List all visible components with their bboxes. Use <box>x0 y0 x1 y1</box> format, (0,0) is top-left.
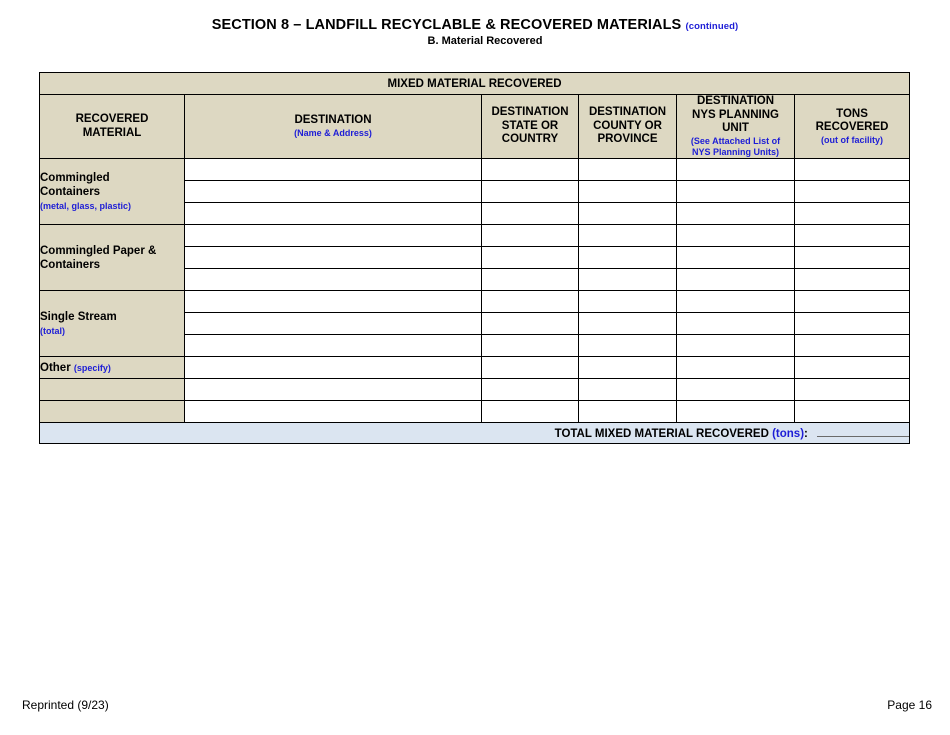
planning-unit-input[interactable] <box>677 313 795 335</box>
state-input[interactable] <box>482 247 579 269</box>
continued-label: (continued) <box>685 21 739 32</box>
county-input[interactable] <box>579 313 677 335</box>
total-label: TOTAL MIXED MATERIAL RECOVERED <box>554 428 769 440</box>
tons-input[interactable] <box>795 357 910 379</box>
page-number: Page 16 <box>887 698 932 712</box>
table-banner: MIXED MATERIAL RECOVERED <box>40 73 910 95</box>
destination-input[interactable] <box>185 291 482 313</box>
col-header-state: DESTINATION STATE OR COUNTRY <box>482 95 579 159</box>
destination-input[interactable] <box>185 357 482 379</box>
table-row <box>40 291 910 313</box>
tons-input[interactable] <box>795 335 910 357</box>
material-other-specify-input[interactable] <box>40 379 185 401</box>
destination-input[interactable] <box>185 269 482 291</box>
material-single-stream: Single Stream (total) <box>40 291 185 357</box>
state-input[interactable] <box>482 181 579 203</box>
planning-unit-input[interactable] <box>677 225 795 247</box>
destination-input[interactable] <box>185 313 482 335</box>
destination-input[interactable] <box>185 181 482 203</box>
tons-input[interactable] <box>795 313 910 335</box>
state-input[interactable] <box>482 313 579 335</box>
section-title <box>0 17 950 33</box>
planning-unit-input[interactable] <box>677 269 795 291</box>
table-row <box>40 357 910 379</box>
destination-input[interactable] <box>185 203 482 225</box>
planning-unit-input[interactable] <box>677 247 795 269</box>
county-input[interactable] <box>579 181 677 203</box>
destination-input[interactable] <box>185 335 482 357</box>
material-commingled-containers: Commingled Containers (metal, glass, plastic) <box>40 159 185 225</box>
state-input[interactable] <box>482 379 579 401</box>
state-input[interactable] <box>482 203 579 225</box>
section-subtitle: B. Material Recovered <box>427 35 543 47</box>
tons-input[interactable] <box>795 159 910 181</box>
county-input[interactable] <box>579 269 677 291</box>
county-input[interactable] <box>579 379 677 401</box>
planning-unit-input[interactable] <box>677 335 795 357</box>
tons-input[interactable] <box>795 225 910 247</box>
material-commingled-paper-containers: Commingled Paper & Containers <box>40 225 185 291</box>
total-unit: (tons) <box>772 428 805 440</box>
column-header-row <box>40 95 910 159</box>
planning-unit-input[interactable] <box>677 203 795 225</box>
mixed-material-table <box>39 72 910 444</box>
state-input[interactable] <box>482 335 579 357</box>
planning-unit-input[interactable] <box>677 379 795 401</box>
planning-unit-input[interactable] <box>677 401 795 423</box>
col-header-material: RECOVERED MATERIAL <box>40 95 185 159</box>
table-row <box>40 379 910 401</box>
tons-input[interactable] <box>795 203 910 225</box>
tons-input[interactable] <box>795 291 910 313</box>
table-row <box>40 159 910 181</box>
state-input[interactable] <box>482 225 579 247</box>
county-input[interactable] <box>579 203 677 225</box>
tons-input[interactable] <box>795 379 910 401</box>
state-input[interactable] <box>482 159 579 181</box>
total-row <box>40 423 910 444</box>
destination-input[interactable] <box>185 225 482 247</box>
state-input[interactable] <box>482 401 579 423</box>
tons-input[interactable] <box>795 181 910 203</box>
section-title-text: SECTION 8 – LANDFILL RECYCLABLE & RECOVERED MATERIALS <box>211 17 682 33</box>
material-other-specify-input[interactable] <box>40 401 185 423</box>
county-input[interactable] <box>579 401 677 423</box>
col-header-county: DESTINATION COUNTY OR PROVINCE <box>579 95 677 159</box>
planning-unit-input[interactable] <box>677 291 795 313</box>
total-mixed-material: TOTAL MIXED MATERIAL RECOVERED (tons): <box>40 423 910 444</box>
col-header-tons: TONS RECOVERED (out of facility) <box>795 95 910 159</box>
county-input[interactable] <box>579 247 677 269</box>
tons-input[interactable] <box>795 247 910 269</box>
planning-unit-input[interactable] <box>677 159 795 181</box>
total-tons-input[interactable] <box>817 426 909 437</box>
destination-input[interactable] <box>185 401 482 423</box>
county-input[interactable] <box>579 159 677 181</box>
material-other: Other (specify) <box>40 357 185 379</box>
destination-input[interactable] <box>185 159 482 181</box>
county-input[interactable] <box>579 335 677 357</box>
county-input[interactable] <box>579 357 677 379</box>
col-header-planning-unit: DESTINATION NYS PLANNING UNIT (See Attached List of NYS Planning Units) <box>677 95 795 159</box>
county-input[interactable] <box>579 225 677 247</box>
table-row <box>40 401 910 423</box>
state-input[interactable] <box>482 291 579 313</box>
tons-input[interactable] <box>795 401 910 423</box>
destination-input[interactable] <box>185 247 482 269</box>
tons-input[interactable] <box>795 269 910 291</box>
planning-unit-input[interactable] <box>677 181 795 203</box>
state-input[interactable] <box>482 357 579 379</box>
destination-input[interactable] <box>185 379 482 401</box>
state-input[interactable] <box>482 269 579 291</box>
reprinted-note: Reprinted (9/23) <box>22 698 109 712</box>
table-row <box>40 225 910 247</box>
planning-unit-input[interactable] <box>677 357 795 379</box>
col-header-destination: DESTINATION (Name & Address) <box>185 95 482 159</box>
county-input[interactable] <box>579 291 677 313</box>
